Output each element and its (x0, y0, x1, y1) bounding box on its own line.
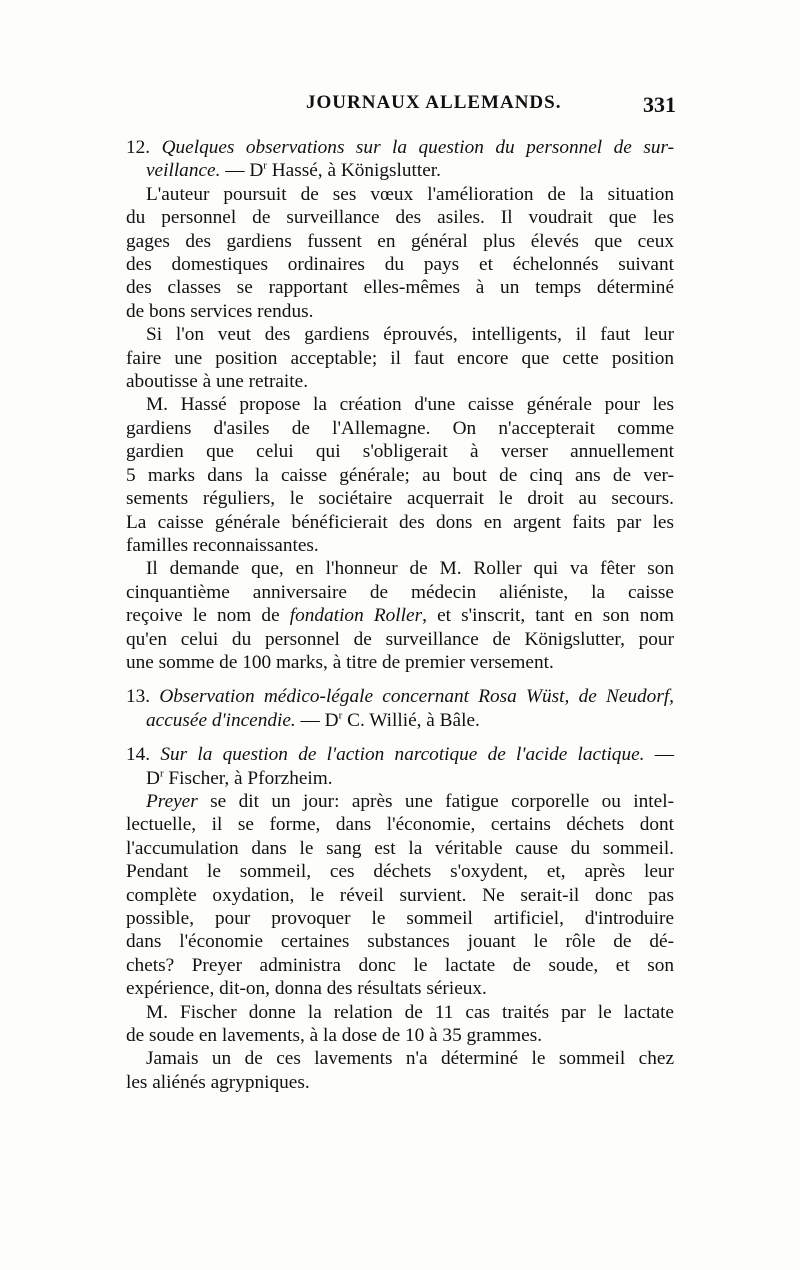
text-line (126, 954, 674, 977)
text-line (126, 1047, 674, 1070)
page-header (128, 92, 676, 118)
text-run: Fischer, à Pforzheim. (163, 767, 333, 789)
text-run: M. Fischer donne la relation de 11 cas traités par le lactate (146, 1001, 674, 1023)
text-line (126, 557, 674, 580)
text-run: familles reconnaissantes. (126, 534, 319, 556)
text-run: M. Hassé propose la création d'une caisse générale pour les (146, 394, 674, 416)
text-line (126, 276, 674, 299)
text-line (126, 837, 674, 860)
text-line (126, 183, 674, 206)
text-run: Quelques observations sur la question du personnel de sur- (161, 137, 675, 158)
text-line (126, 534, 674, 557)
text-line (126, 487, 674, 510)
text-run: veillance. (146, 160, 221, 182)
page-number: 331 (643, 92, 676, 117)
text-run: complète oxydation, le réveil survient. Ne serait-il donc pas (126, 884, 674, 906)
text-line (126, 511, 674, 534)
text-line (126, 253, 674, 276)
text-run: de bons services rendus. (126, 300, 314, 322)
text-run: se dit un jour: après une fatigue corporelle ou intel- (197, 790, 674, 812)
text-line (126, 417, 674, 440)
text-line (126, 581, 674, 604)
section-s13 (126, 685, 674, 732)
text-run: gardien que celui qui s'obligerait à verser annuellement (126, 441, 674, 463)
text-line (126, 651, 674, 674)
text-run: C. Willié, à Bâle. (342, 709, 480, 731)
section-gap (126, 732, 674, 743)
text-run: Preyer (146, 790, 198, 812)
text-run: Pendant le sommeil, ces déchets s'oxydent, et, après leur (126, 861, 674, 883)
text-line (126, 930, 674, 953)
text-line (126, 370, 674, 393)
text-run: Observation médico-légale concernant Rosa Wüst, de Neudorf, (159, 686, 675, 708)
running-head: JOURNAUX ALLEMANDS. (306, 92, 562, 113)
text-run: gardiens d'asiles de l'Allemagne. On n'accepterait comme (126, 417, 674, 439)
text-run: une somme de 100 marks, à titre de premier versement. (126, 651, 554, 673)
text-run: fondation Roller (289, 605, 423, 627)
text-run: faire une position acceptable; il faut encore que cette position (126, 347, 674, 369)
text-line (126, 300, 674, 323)
text-line (126, 347, 674, 370)
text-line (126, 860, 674, 883)
text-run: possible, pour provoquer le sommeil artificiel, d'introduire (126, 908, 674, 929)
section-s12 (126, 136, 674, 674)
text-run: Sur la question de l'action narcotique de l'acide lactique. (160, 744, 645, 766)
text-run: r (263, 159, 267, 172)
text-run: 13. (126, 686, 160, 708)
text-line (126, 323, 674, 346)
text-run: Hassé, à Königslutter. (266, 160, 441, 182)
text-line (126, 685, 674, 708)
text-run: — (644, 744, 674, 766)
text-run: — D (295, 709, 339, 731)
text-line (126, 767, 674, 790)
text-line (126, 1001, 674, 1024)
text-run: lectuelle, il se forme, dans l'économie, certains déchets dont (126, 814, 674, 836)
section-s14 (126, 743, 674, 1094)
page-body (126, 136, 674, 1094)
text-run: de soude en lavements, à la dose de 10 à 35 grammes. (126, 1025, 543, 1047)
text-line (126, 790, 674, 813)
text-run: dans l'économie certaines substances jouant le rôle de dé- (126, 931, 674, 953)
text-run: l'accumulation dans le sang est la véritable cause du sommeil. (126, 837, 674, 859)
text-run: Jamais un de ces lavements n'a déterminé le sommeil chez (146, 1048, 674, 1070)
text-run: expérience, dit-on, donna des résultats sérieux. (126, 978, 487, 1000)
text-run: r (159, 767, 164, 780)
text-run: L'auteur poursuit de ses vœux l'amélioration de la situation (146, 183, 674, 205)
text-run: , et s'inscrit, tant en son nom (422, 605, 674, 627)
text-run: — D (220, 160, 264, 182)
text-line (126, 977, 674, 1000)
text-line (126, 709, 674, 732)
text-run: sements réguliers, le sociétaire acquerrait le droit au secours. (126, 488, 674, 510)
text-line (126, 440, 674, 463)
text-line (126, 393, 674, 416)
text-run: r (338, 709, 343, 722)
text-run: des domestiques ordinaires du pays et échelonnés suivant (126, 254, 674, 276)
text-line (126, 206, 674, 229)
text-line (126, 628, 674, 651)
text-run: cinquantième anniversaire de médecin aliéniste, la caisse (126, 581, 674, 603)
text-line (126, 1071, 674, 1094)
text-run: qu'en celui du personnel de surveillance de Königslutter, pour (126, 628, 674, 650)
text-run: reçoive le nom de (126, 605, 290, 627)
text-run: D (146, 767, 160, 789)
text-run: Il demande que, en l'honneur de M. Roller qui va fêter son (146, 558, 674, 580)
text-run: 12. (126, 137, 162, 158)
text-run: 5 marks dans la caisse générale; au bout de cinq ans de ver- (126, 464, 674, 486)
text-run: des classes se rapportant elles-mêmes à un temps déterminé (126, 277, 674, 299)
text-line (126, 1024, 674, 1047)
text-line (126, 464, 674, 487)
section-gap (126, 674, 674, 685)
text-line (126, 159, 674, 182)
text-run: aboutisse à une retraite. (126, 371, 309, 393)
text-line (126, 136, 674, 159)
text-run: La caisse générale bénéficierait des dons en argent faits par les (126, 511, 674, 533)
text-line (126, 230, 674, 253)
text-line (126, 884, 674, 907)
text-run: accusée d'incendie. (146, 709, 296, 731)
text-run: gages des gardiens fussent en général plus élevés que ceux (126, 230, 674, 252)
text-line (126, 907, 674, 930)
text-run: Si l'on veut des gardiens éprouvés, intelligents, il faut leur (146, 324, 674, 346)
text-line (126, 743, 674, 766)
text-run: 14. (126, 744, 161, 766)
text-line (126, 604, 674, 627)
text-run: chets? Preyer administra donc le lactate de soude, et son (126, 954, 674, 976)
text-run: les aliénés agrypniques. (126, 1071, 310, 1093)
text-run: du personnel de surveillance des asiles. Il voudrait que les (126, 207, 674, 229)
text-line (126, 813, 674, 836)
